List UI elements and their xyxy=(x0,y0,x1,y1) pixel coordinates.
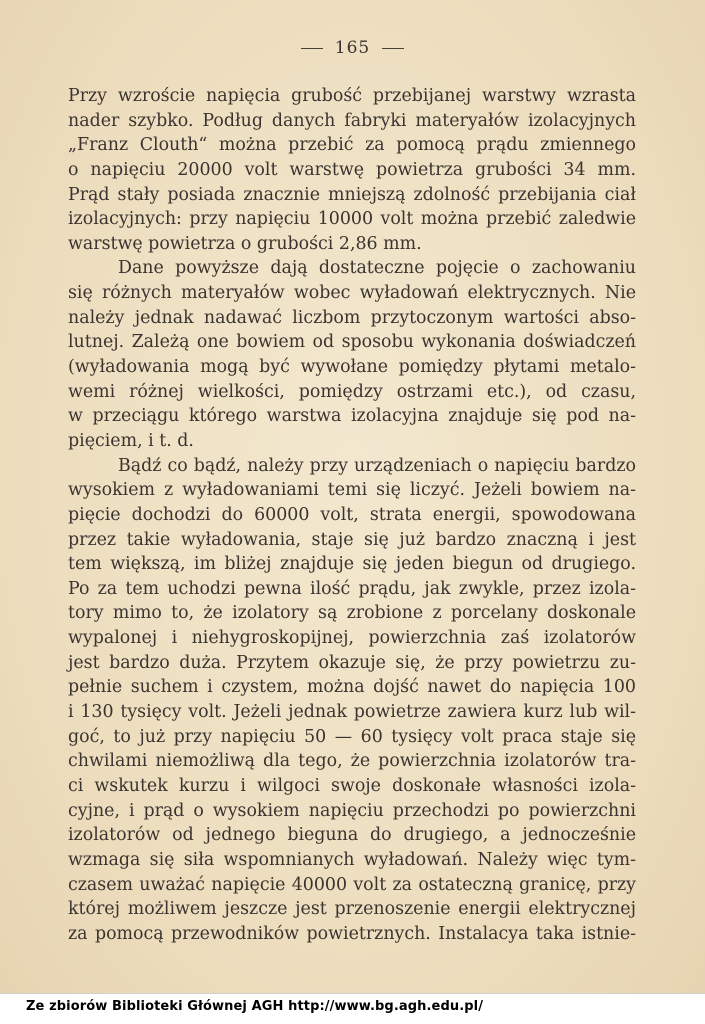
text-line: tem większą, im bliżej znajduje się jeden biegun od drugiego. xyxy=(68,554,636,575)
text-line: wemi różnej wielkości, pomiędzy ostrzami etc.), od czasu, xyxy=(68,381,636,402)
text-line: za pomocą przewodników powietrznych. Instalacya taka istnie- xyxy=(68,923,636,944)
text-line: czasem uważać napięcie 40000 volt za ostateczną granicę, przy xyxy=(68,874,636,895)
text-line: pięciem, i t. d. xyxy=(68,430,194,451)
footer-text: Ze zbiorów Biblioteki Głównej AGH http://www.bg.agh.edu.pl/ xyxy=(26,999,484,1014)
text-line: Przy wzroście napięcia grubość przebijanej warstwy wzrasta xyxy=(68,86,636,106)
text-line: wzmaga się siła wspomnianych wyładowań. Należy więc tym- xyxy=(68,849,636,870)
text-line: której możliwem jeszcze jest przenoszenie energii elektrycznej xyxy=(68,899,636,920)
text-line: cyjne, i prąd o wysokiem napięciu przechodzi po powierzchni xyxy=(68,800,636,821)
text-line: Bądź co bądź, należy przy urządzeniach o napięciu bardzo xyxy=(118,455,636,476)
text-line: pełnie suchem i czystem, można dojść nawet do napięcia 100 xyxy=(68,677,636,698)
paragraph xyxy=(68,256,636,453)
text-line: izolacyjnych: przy napięciu 10000 volt można przebić zaledwie xyxy=(68,209,636,230)
text-line: nader szybko. Podług danych fabryki materyałów izolacyjnych xyxy=(68,110,636,131)
page-number xyxy=(0,38,705,58)
text-line: wysokiem z wyładowaniami temi się liczyć. Jeżeli bowiem na- xyxy=(68,480,636,501)
text-line: goć, to już przy napięciu 50 — 60 tysięcy volt praca staje się xyxy=(68,726,636,747)
paragraph xyxy=(68,454,636,947)
text-line: o napięciu 20000 volt warstwę powietrza grubości 34 mm. xyxy=(68,159,636,180)
page-number-text: 165 xyxy=(334,38,371,58)
text-line: „Franz Clouth“ można przebić za pomocą prądu zmiennego xyxy=(68,135,636,156)
text-line: pięcie dochodzi do 60000 volt, strata energii, spowodowana xyxy=(68,504,636,525)
library-footer xyxy=(0,993,705,1024)
text-line: (wyładowania mogą być wywołane pomiędzy płytami metalo- xyxy=(68,357,636,378)
text-line: się różnych materyałów wobec wyładowań elektrycznych. Nie xyxy=(68,283,636,304)
text-line: i 130 tysięcy volt. Jeżeli jednak powietrze zawiera kurz lub wil- xyxy=(68,702,636,723)
text-line: przez takie wyładowania, staje się już bardzo znaczną i jest xyxy=(68,529,636,550)
text-line: lutnej. Zależą one bowiem od sposobu wykonania doświadczeń xyxy=(68,332,636,353)
text-line: chwilami niemożliwą dla tego, że powierzchnia izolatorów tra- xyxy=(68,751,636,772)
paragraph xyxy=(68,84,636,256)
left-dash xyxy=(301,48,323,49)
text-line: jest bardzo duża. Przytem okazuje się, że przy powietrzu zu- xyxy=(68,652,636,673)
text-line: Dane powyższe dają dostateczne pojęcie o zachowaniu xyxy=(118,258,636,279)
right-dash xyxy=(382,48,404,49)
text-line: tory mimo to, że izolatory są zrobione z porcelany doskonale xyxy=(68,603,636,624)
text-line: wypalonej i niehygroskopijnej, powierzchnia zaś izolatorów xyxy=(68,628,636,649)
text-line: warstwę powietrza o grubości 2,86 mm. xyxy=(68,233,422,254)
text-line: w przeciągu którego warstwa izolacyjna znajduje się pod na- xyxy=(68,406,636,427)
text-line: Po za tem uchodzi pewna ilość prądu, jak zwykle, przez izola- xyxy=(68,578,636,599)
text-line: ci wskutek kurzu i wilgoci swoje doskonałe własności izola- xyxy=(68,775,636,796)
text-line: izolatorów od jednego bieguna do drugiego, a jednocześnie xyxy=(68,825,636,846)
body-text xyxy=(68,84,636,946)
text-line: należy jednak nadawać liczbom przytoczonym wartości abso- xyxy=(68,307,636,328)
text-line: Prąd stały posiada znacznie mniejszą zdolność przebijania ciał xyxy=(68,184,636,205)
